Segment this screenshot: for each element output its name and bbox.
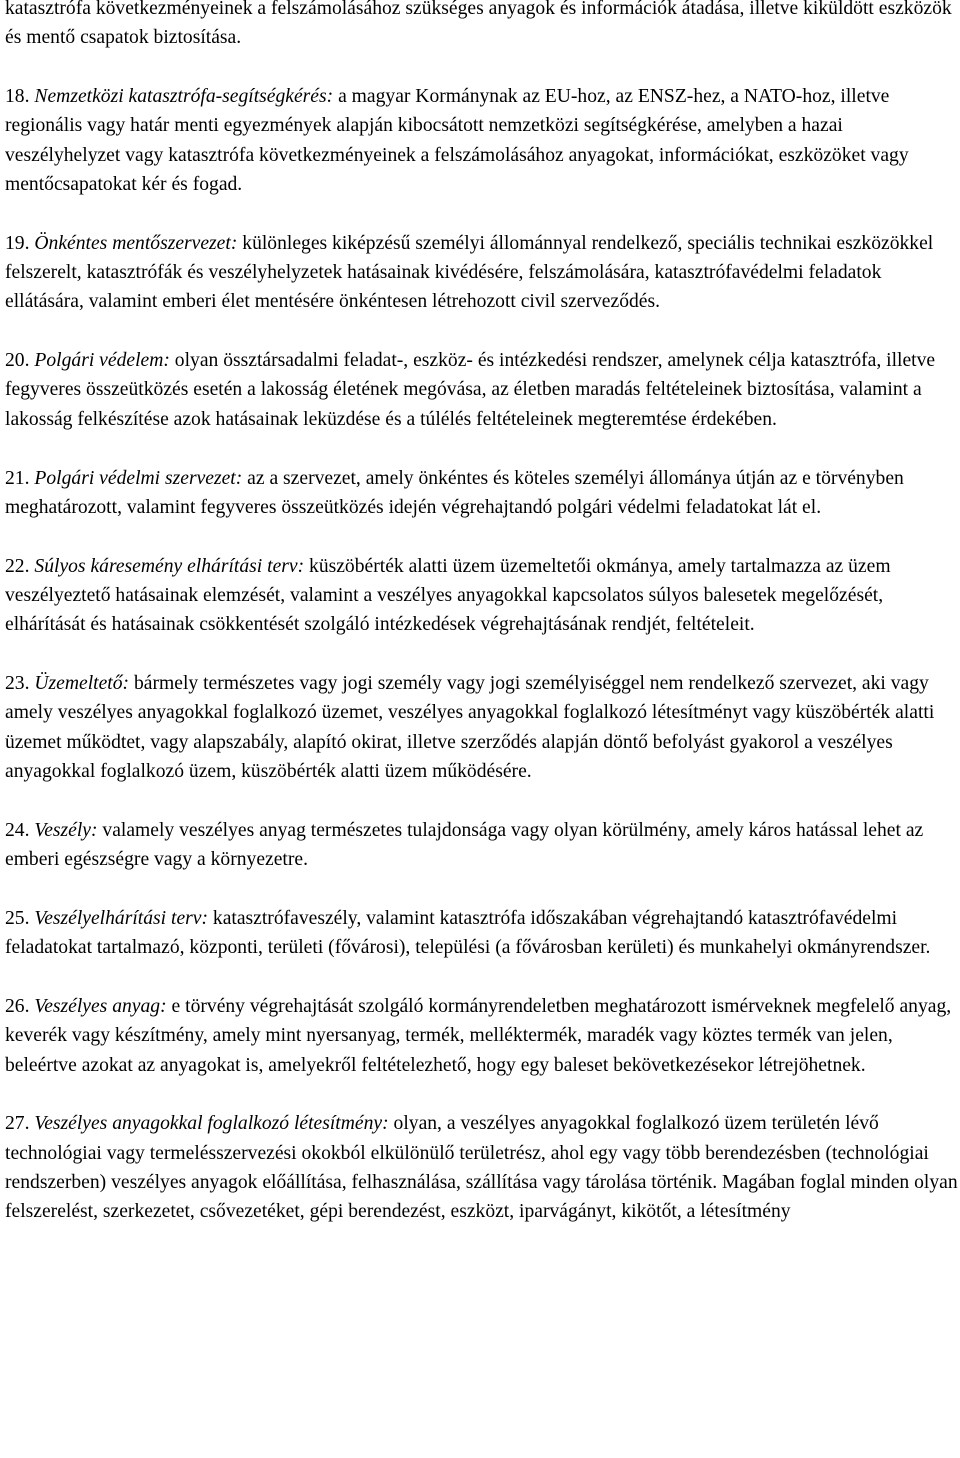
definition-number: 26. xyxy=(5,995,30,1017)
intro-paragraph: katasztrófa következményeinek a felszámolásához szükséges anyagok és információk átadása, illetve kiküldött eszközök és mentő csapatok biztosítása. xyxy=(5,0,952,49)
definition-26 xyxy=(0,992,960,1080)
definition-number: 23. xyxy=(5,673,30,695)
definition-22 xyxy=(0,552,960,640)
definition-number: 20. xyxy=(5,350,30,372)
definition-18 xyxy=(0,82,960,199)
definition-term: Polgári védelem: xyxy=(34,350,170,372)
definition-term: Veszélyelhárítási terv: xyxy=(34,907,208,929)
definition-text: valamely veszélyes anyag természetes tulajdonsága vagy olyan körülmény, amely káros hatással lehet az emberi egészségre vagy a környezetre. xyxy=(5,819,924,871)
definition-term: Üzemeltető: xyxy=(34,673,130,695)
definition-number: 22. xyxy=(5,555,30,577)
definition-text: a magyar Kormánynak az EU-hoz, az ENSZ-hez, a NATO-hoz, illetve regionális vagy határ menti egyezmények alapján kibocsátott nemzetközi segítségkérése, amelyben a hazai veszélyhelyzet vagy katasztrófa következményeinek a felszámolásához anyagokat, információkat, eszközöket vagy mentőcsapatokat kér és fogad. xyxy=(5,86,909,195)
definition-term: Nemzetközi katasztrófa-segítségkérés: xyxy=(34,86,334,108)
definition-text: katasztrófaveszély, valamint katasztrófa időszakában végrehajtandó katasztrófavédelmi feladatokat tartalmazó, központi, területi (fővárosi), települési (a fővárosban kerületi) és munkahelyi okmányrendszer. xyxy=(5,907,931,959)
definition-25 xyxy=(0,904,960,963)
definition-text: küszöbérték alatti üzem üzemeltetői okmánya, amely tartalmazza az üzem veszélyeztető hatásainak elemzését, valamint a veszélyes anyagokkal kapcsolatos súlyos balesetek megelőzését, elhárítását és hatásainak csökkentését szolgáló intézkedések végrehajtásának rendjét, feltételeit. xyxy=(5,555,891,636)
definition-text: e törvény végrehajtását szolgáló kormányrendeletben meghatározott ismérveknek megfelelő anyag, keverék vagy készítmény, amely mint nyersanyag, termék, melléktermék, maradék vagy köztes termék van jelen, beleértve azokat az anyagokat is, amelyekről feltételezhető, hogy egy baleset bekövetkezésekor létrejöhetnek. xyxy=(5,995,952,1076)
definition-term: Veszélyes anyag: xyxy=(34,995,167,1017)
definition-term: Veszélyes anyagokkal foglalkozó létesítmény: xyxy=(34,1113,389,1135)
definition-text: bármely természetes vagy jogi személy vagy jogi személyiséggel nem rendelkező szervezet, aki vagy amely veszélyes anyagokkal foglalkozó üzemet, veszélyes anyagokkal foglalkozó létesítményt vagy küszöbérték alatti üzemet működtet, vagy alapszabály, alapító okirat, illetve szerződés alapján döntő befolyást gyakorol a veszélyes anyagokkal foglalkozó üzem, küszöbérték alatti üzem működésére. xyxy=(5,673,935,782)
definition-21 xyxy=(0,464,960,523)
definition-text: olyan, a veszélyes anyagokkal foglalkozó üzem területén lévő technológiai vagy termelésszervezési okokból elkülönülő területrész, ahol egy vagy több berendezésben (technológiai rendszerben) veszélyes anyagok előállítása, felhasználása, szállítása vagy tárolása történik. Magában foglal minden olyan felszerelést, szerkezetet, csővezetéket, gépi berendezést, eszközt, iparvágányt, kikötőt, a létesítmény xyxy=(5,1113,958,1223)
definition-number: 25. xyxy=(5,907,30,929)
definition-term: Polgári védelmi szervezet: xyxy=(34,467,243,489)
definition-text: különleges kiképzésű személyi állománnyal rendelkező, speciális technikai eszközökkel felszerelt, katasztrófák és veszélyhelyzetek hatásainak kivédésére, felszámolására, katasztrófavédelmi feladatok ellátására, valamint emberi élet mentésére önkéntesen létrehozott civil szerveződés. xyxy=(5,232,934,313)
definition-27 xyxy=(0,1109,960,1226)
definition-number: 18. xyxy=(5,86,30,108)
definition-term: Veszély: xyxy=(34,819,98,841)
definition-number: 19. xyxy=(5,232,30,254)
definition-number: 24. xyxy=(5,819,30,841)
definition-24 xyxy=(0,816,960,875)
definition-number: 27. xyxy=(5,1113,30,1135)
definition-term: Önkéntes mentőszervezet: xyxy=(34,232,238,254)
definition-text: olyan össztársadalmi feladat-, eszköz- és intézkedési rendszer, amelynek célja katasztrófa, illetve fegyveres összeütközés esetén a lakosság életének megóvása, az életben maradás feltételeinek biztosítása, valamint a lakosság felkészítése azok hatásainak leküzdése és a túlélés feltételeinek megteremtése érdekében. xyxy=(5,350,936,430)
definition-term: Súlyos káresemény elhárítási terv: xyxy=(34,555,305,577)
definition-20 xyxy=(0,346,960,434)
definition-23 xyxy=(0,669,960,786)
definition-number: 21. xyxy=(5,467,30,489)
definition-19 xyxy=(0,229,960,317)
definition-text: az a szervezet, amely önkéntes és köteles személyi állománya útján az e törvényben meghatározott, valamint fegyveres összeütközés idején végrehajtandó polgári védelmi feladatokat lát el. xyxy=(5,467,904,518)
